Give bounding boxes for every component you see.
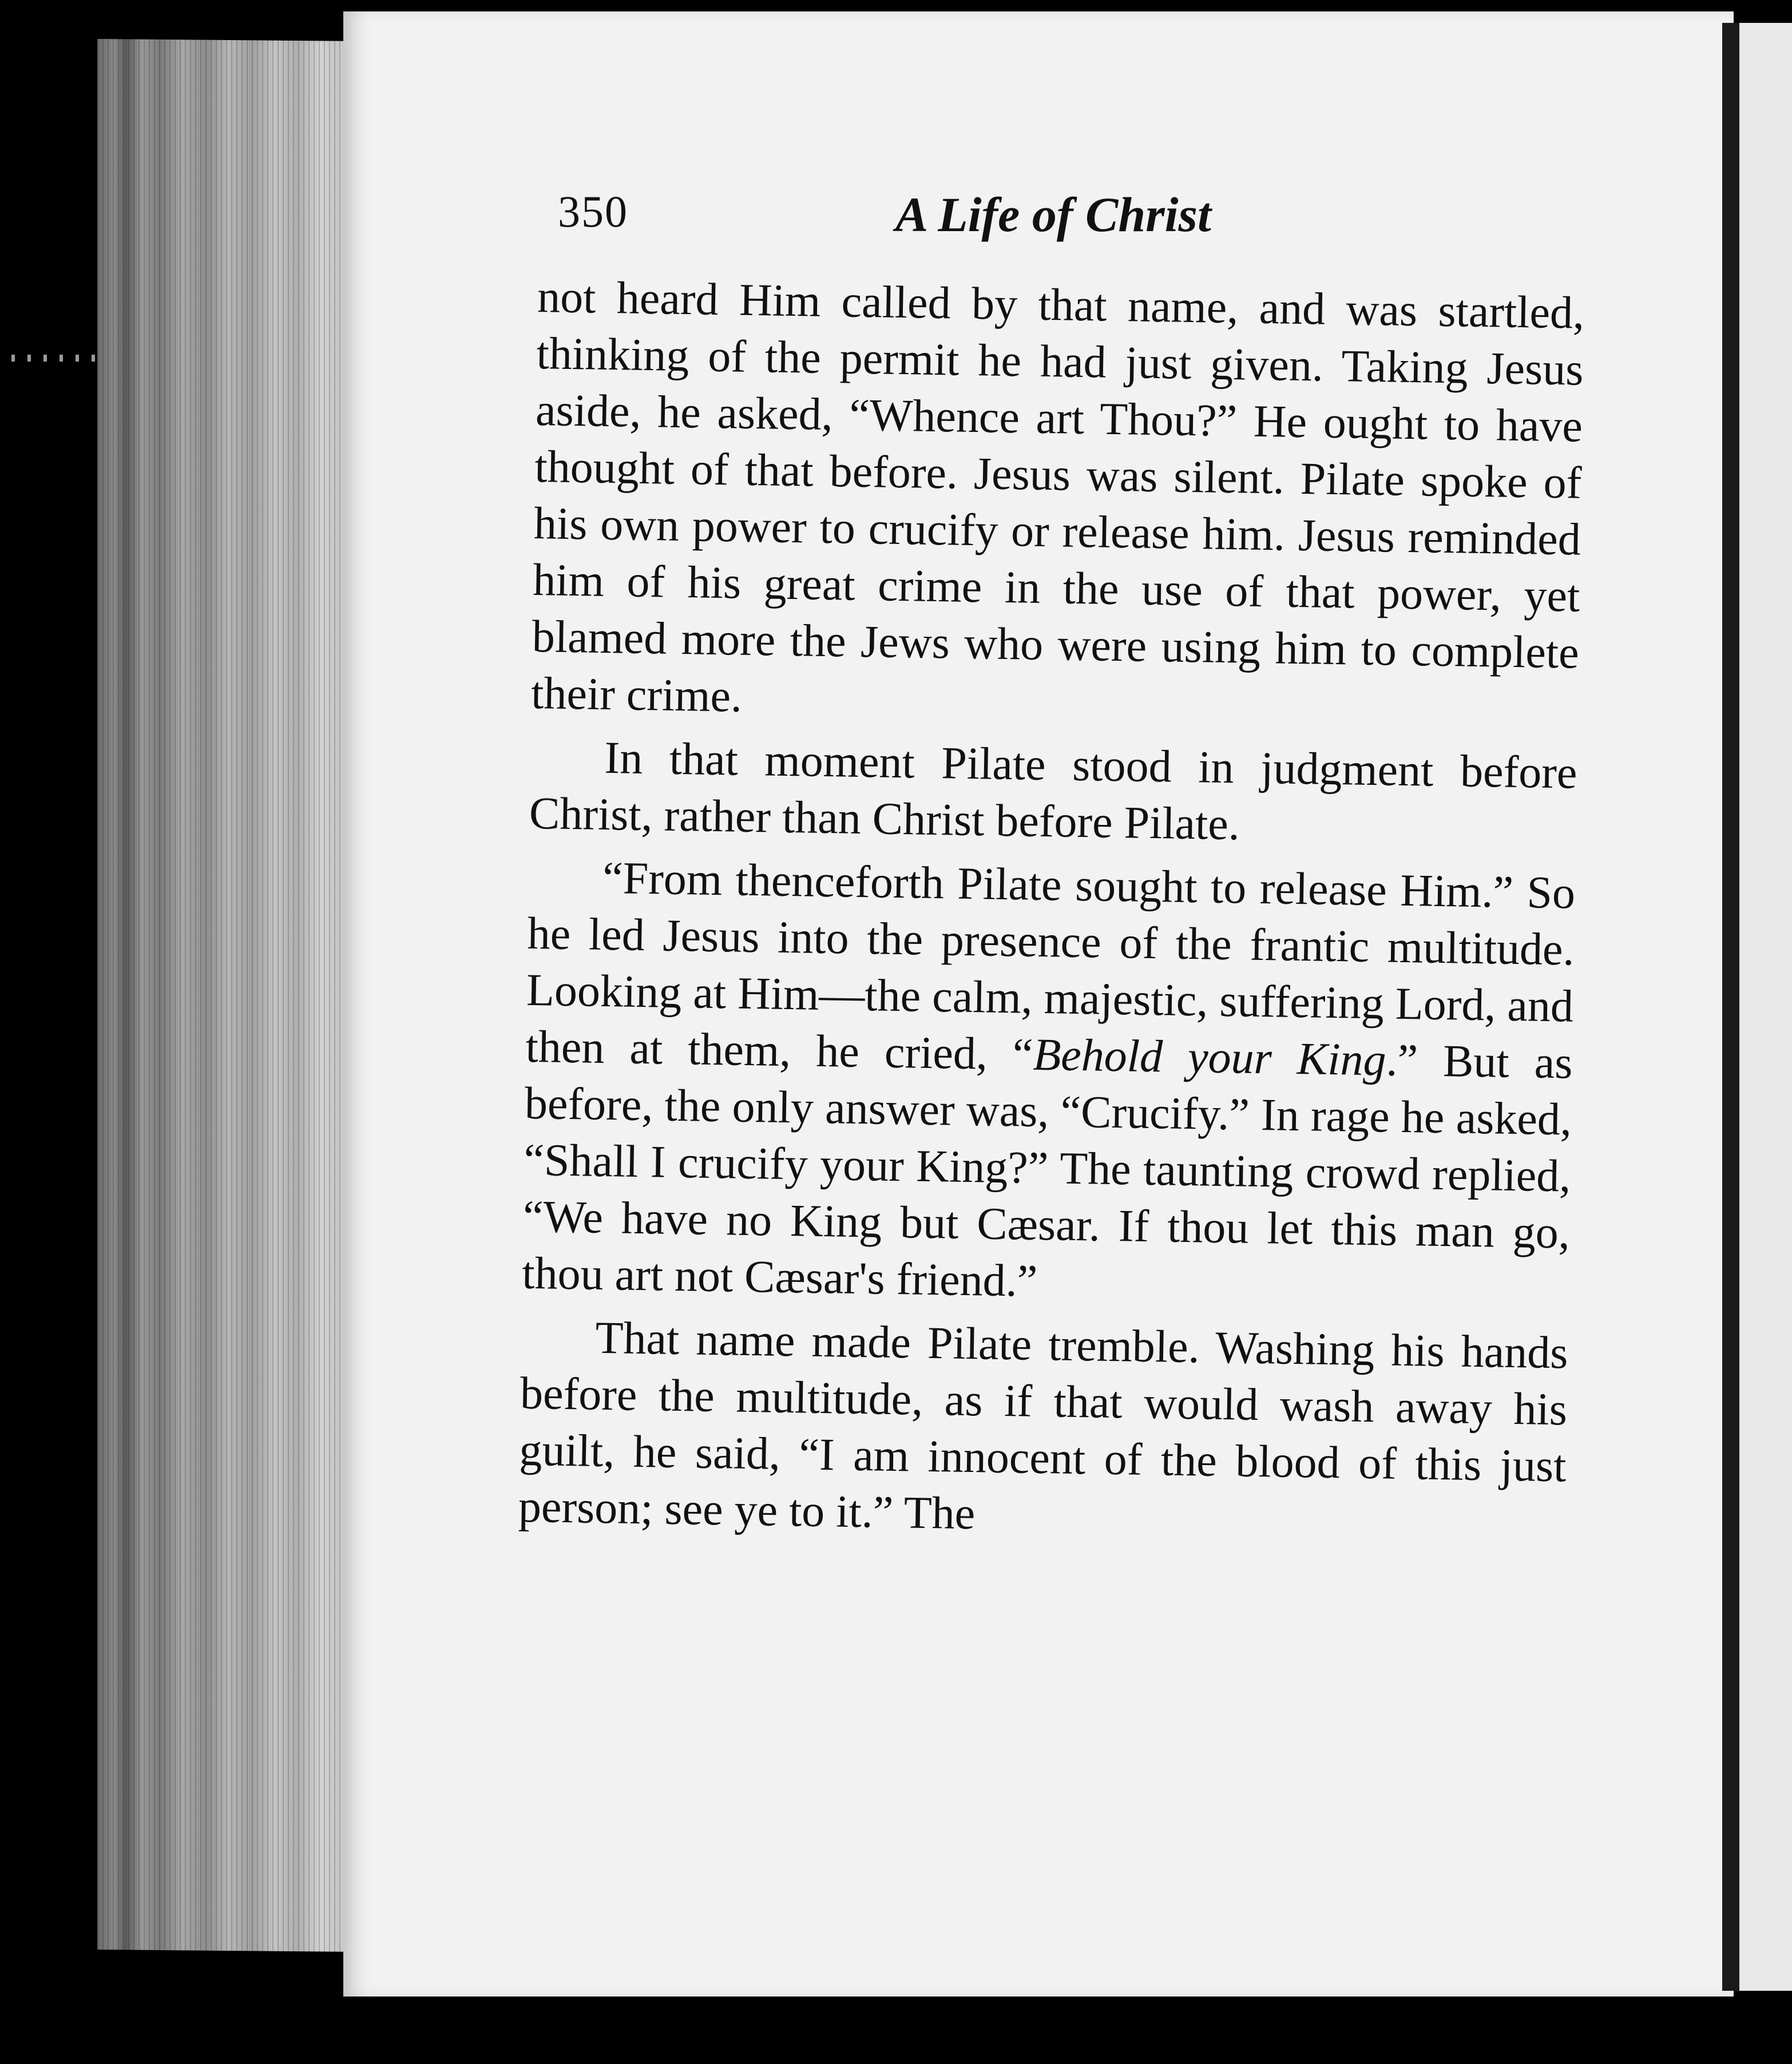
book-page-edges [97, 39, 360, 1952]
paragraph-1 [531, 269, 1585, 739]
paragraph-2 [529, 729, 1577, 859]
book-title: A Life of Christ [895, 187, 1211, 242]
next-page-sliver [1739, 23, 1792, 1991]
paragraph-2-text: In that moment Pilate stood in judgment before Christ, rather than Christ before Pilate. [529, 732, 1578, 850]
paragraph-3-italic-quote: Behold your King [1032, 1029, 1387, 1086]
page-number: 350 [558, 186, 628, 236]
paragraph-3 [522, 849, 1576, 1319]
paragraph-3-text-b: .” But as before, the only answer was, “Crucify.” In rage he asked, “Shall I crucify your King?” The taunting crowd replied, “We have no King but Cæsar. If thou let this man go, thou art not Cæsar's friend.” [521, 1035, 1573, 1307]
right-page-shadow [1722, 23, 1739, 1991]
body-text [518, 269, 1585, 1558]
paragraph-3-text-a: “From thenceforth Pilate sought to release Him.” So he led Jesus into the presence of the frantic multitude. Looking at Him—the calm, majestic, suffering Lord, and then at them, he cried, “ [525, 852, 1576, 1080]
running-head [558, 186, 1256, 255]
paragraph-1-text: not heard Him called by that name, and was startled, thinking of the permit he had just given. Taking Jesus aside, he asked, “Whence art Thou?” He ought to have thought of that before. Jesus was silent. Pilate spoke of his own power to crucify or release him. Jesus reminded him of his great crime in the use of that power, yet blamed more the Jews who were using him to complete their crime. [530, 271, 1585, 722]
paragraph-4-text: That name made Pilate tremble. Washing his hands before the multitude, as if that would wash away his guilt, he said, “I am innocent of the blood of this just person; see ye to it.” The [518, 1312, 1569, 1539]
paragraph-4 [518, 1309, 1568, 1552]
